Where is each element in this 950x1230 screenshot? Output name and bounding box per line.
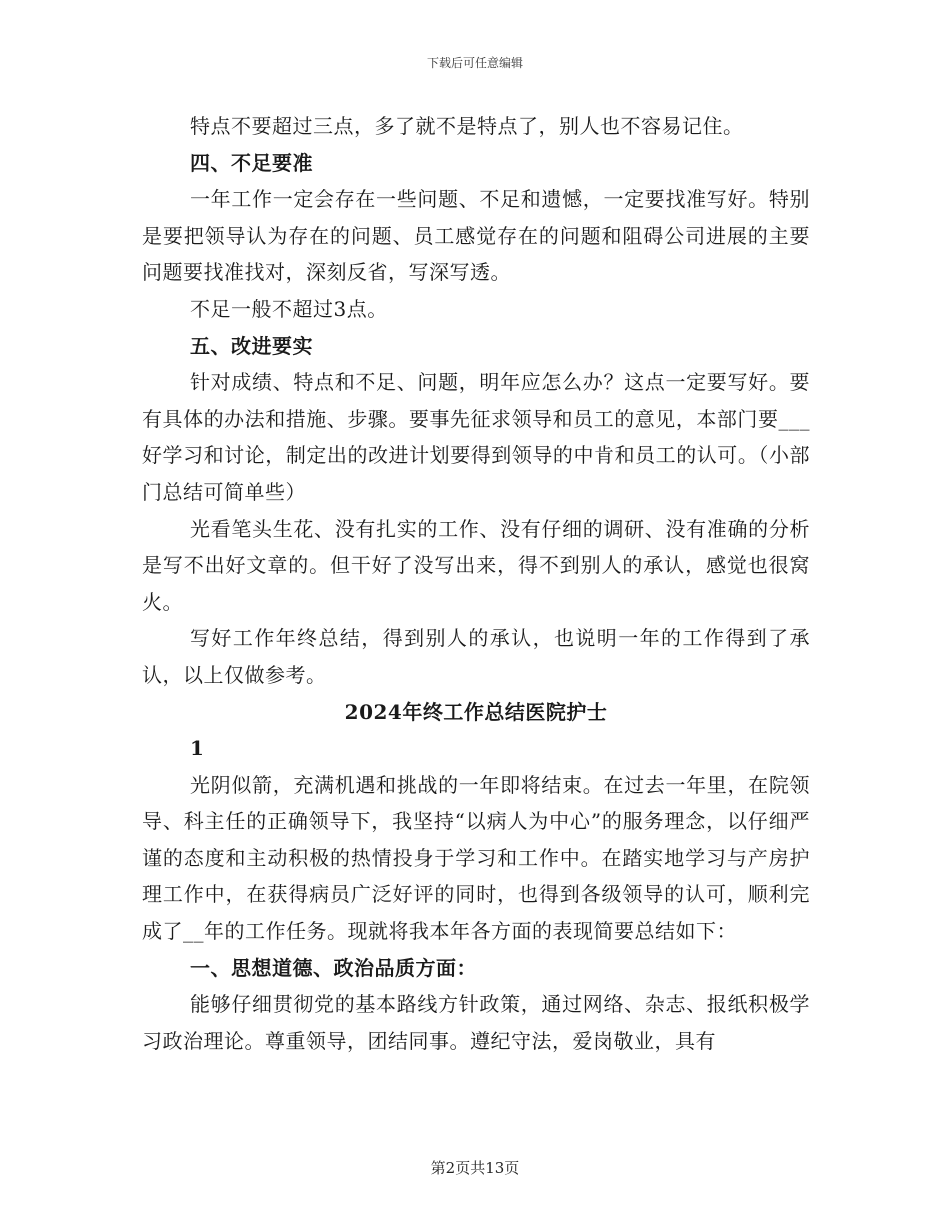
section-number: 1: [190, 736, 204, 761]
section-heading: 五、改进要实: [190, 333, 313, 358]
document-title: 2024年终工作总结医院护士: [344, 699, 608, 724]
paragraph: 一年工作一定会存在一些问题、不足和遗憾，一定要找准写好。特别是要把领导认为存在的问题、员工感觉存在的问题和阻碍公司进展的主要问题要找准找对，深刻反省，写深写透。: [142, 187, 810, 285]
header-note: 下载后可任意编辑: [426, 56, 523, 70]
paragraph: 特点不要超过三点，多了就不是特点了，别人也不容易记住。: [190, 114, 744, 138]
paragraph: 光看笔头生花、没有扎实的工作、没有仔细的调研、没有准确的分析是写不出好文章的。但干好了没写出来，得不到别人的承认，感觉也很窝火。: [142, 516, 810, 614]
paragraph: 写好工作年终总结，得到别人的承认，也说明一年的工作得到了承认，以上仅做参考。: [142, 626, 810, 687]
paragraph: 不足一般不超过3点。: [190, 296, 388, 321]
page-number: 第2页共13页: [430, 1159, 520, 1177]
section-heading: 一、思想道德、政治品质方面：: [190, 955, 477, 980]
document-body: [142, 108, 810, 1059]
paragraph: 针对成绩、特点和不足、问题，明年应怎么办？这点一定要写好。要有具体的办法和措施、步骤。要事先征求领导和员工的意见，本部门要___好学习和讨论，制定出的改进计划要得到领导的中肯和员工的认可。（小部门总结可简单些）: [142, 370, 810, 504]
section-heading: 四、不足要准: [190, 150, 313, 175]
paragraph: 能够仔细贯彻党的基本路线方针政策，通过网络、杂志、报纸积极学习政治理论。尊重领导，团结同事。遵纪守法，爱岗敬业，具有: [142, 992, 810, 1053]
paragraph: 光阴似箭，充满机遇和挑战的一年即将结束。在过去一年里，在院领导、科主任的正确领导下，我坚持“以病人为中心”的服务理念，以仔细严谨的态度和主动积极的热情投身于学习和工作中。在踏实地学习与产房护理工作中，在获得病员广泛好评的同时，也得到各级领导的认可，顺利完成了__年的工作任务。现就将我本年各方面的表现简要总结如下：: [142, 772, 810, 944]
